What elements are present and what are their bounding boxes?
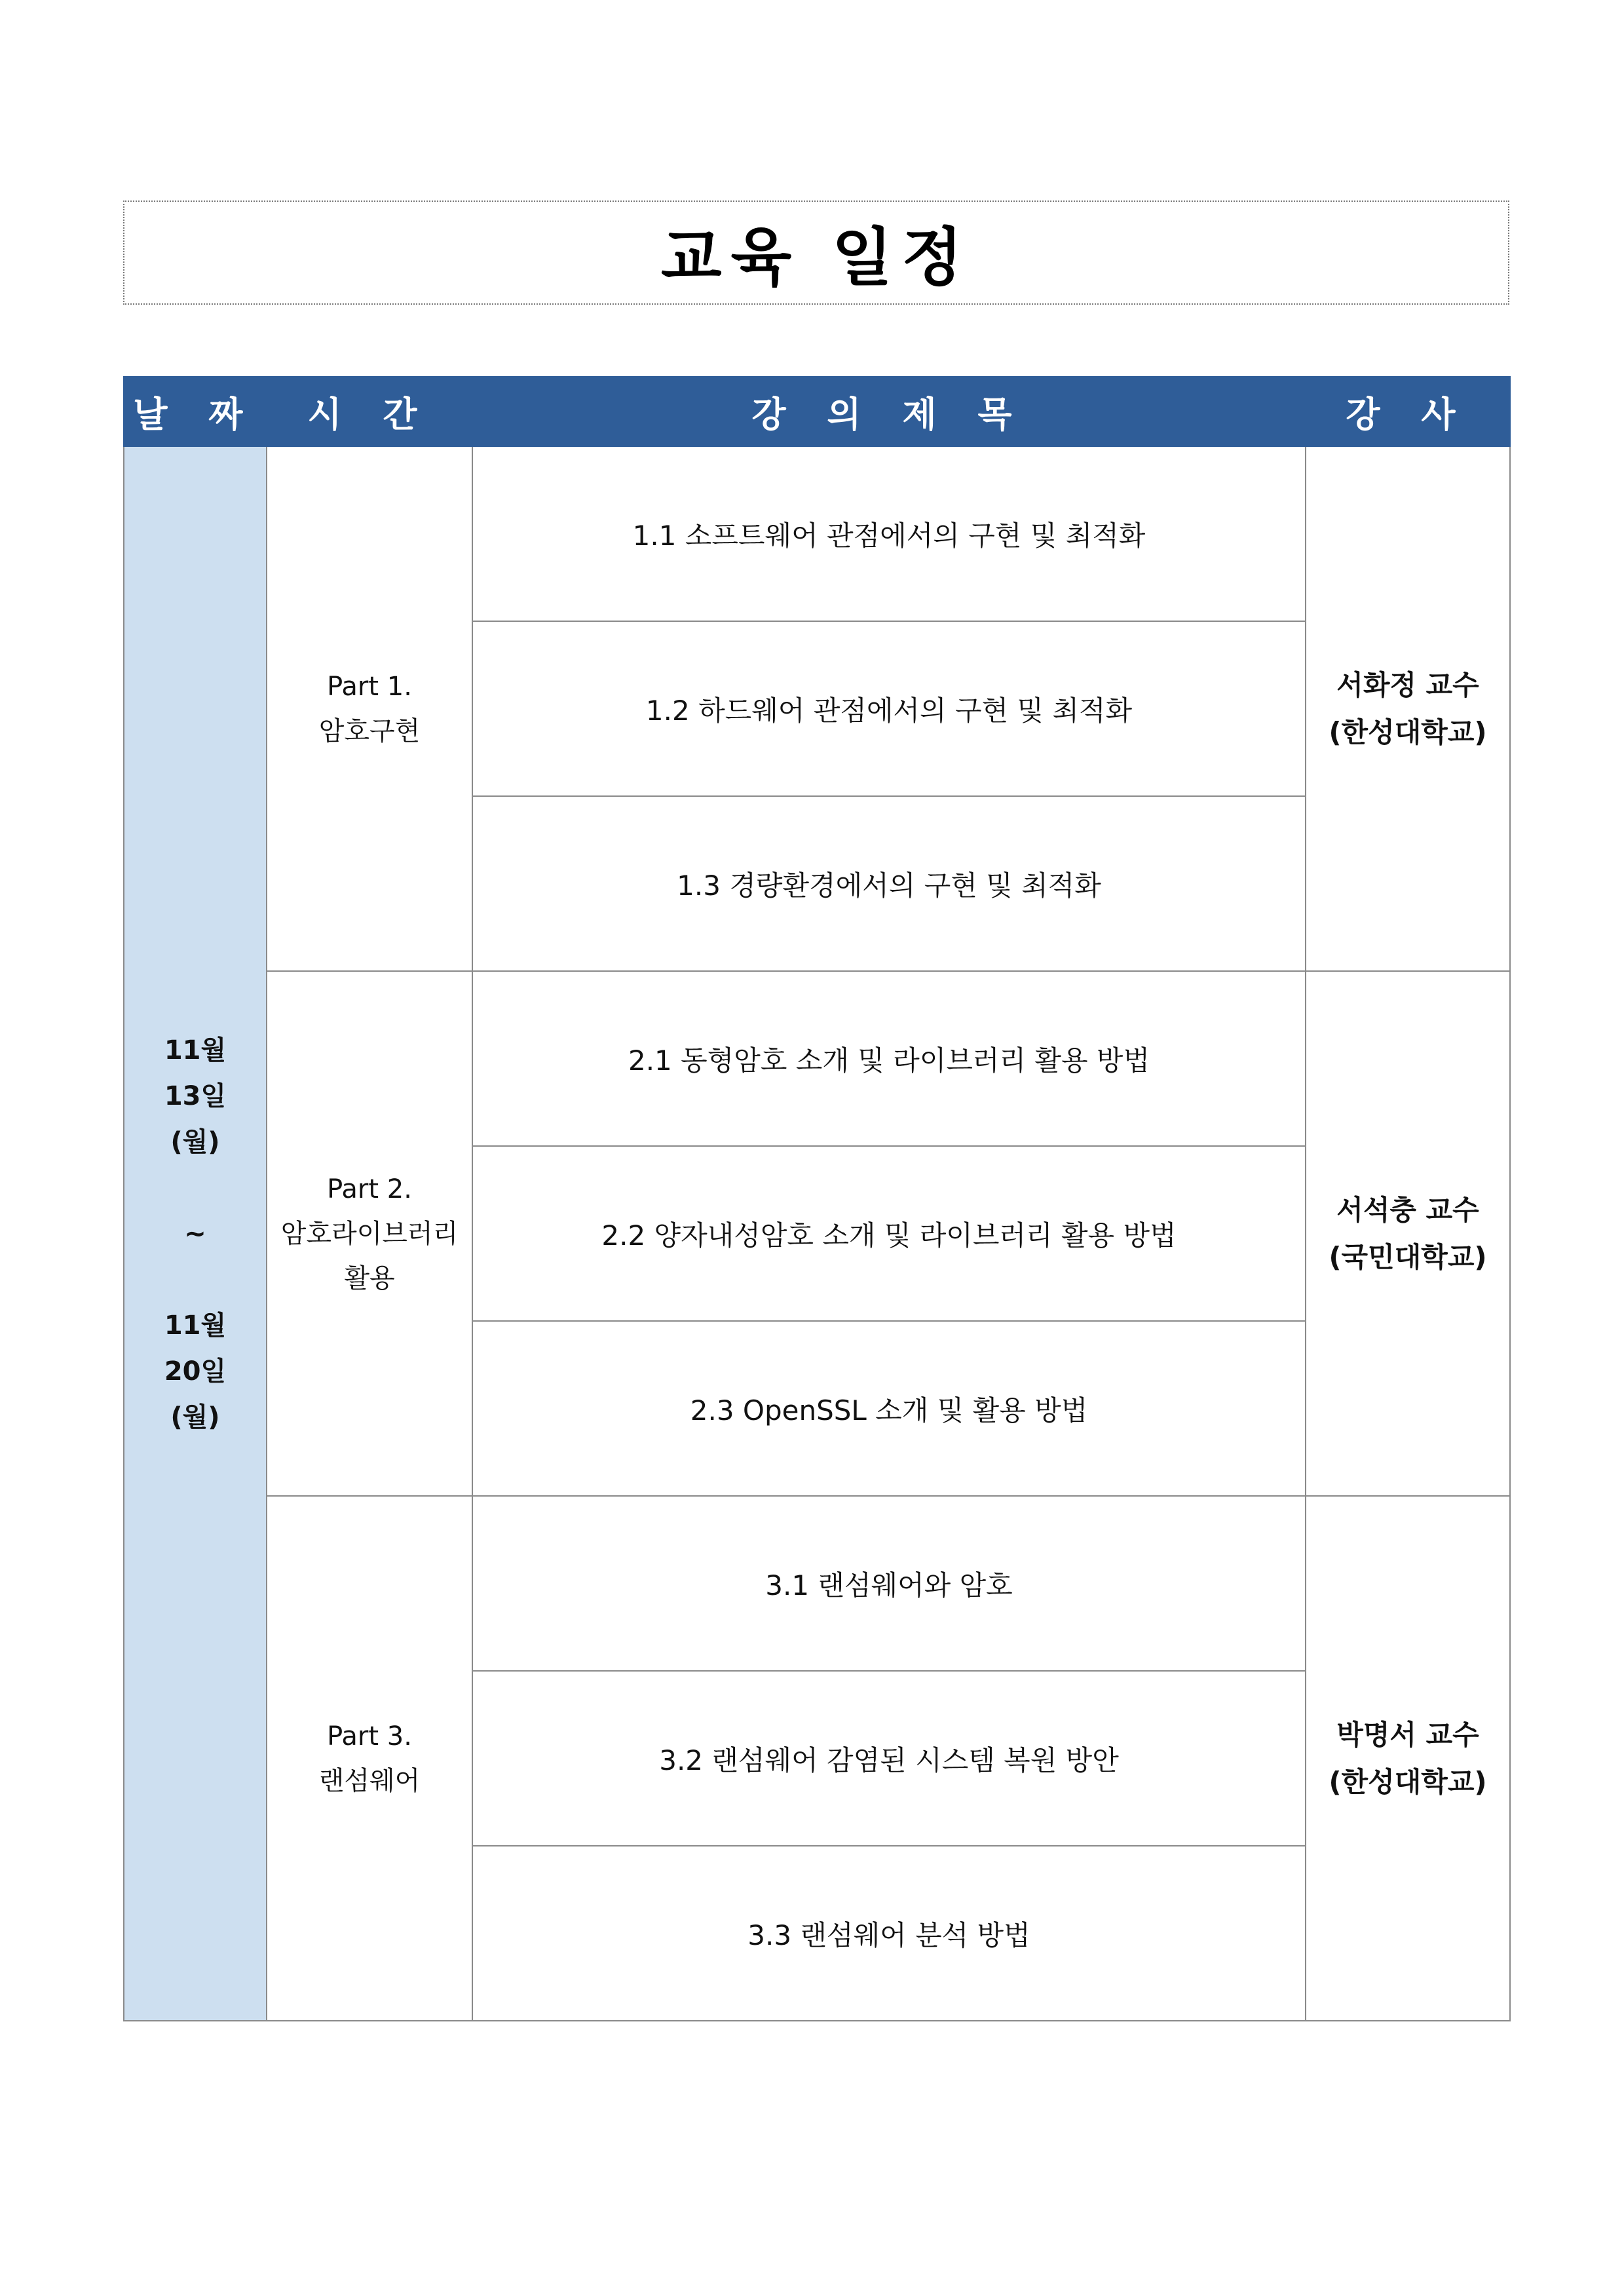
part-3-name: 랜섬웨어 — [318, 1765, 421, 1796]
lecture-2-3: 2.3 OpenSSL 소개 및 활용 방법 — [472, 1321, 1306, 1496]
lecture-2-1: 2.1 동형암호 소개 및 라이브러리 활용 방법 — [472, 971, 1306, 1146]
part-1-number: Part 1. — [327, 671, 412, 702]
lecturer-2-affiliation: (국민대학교) — [1329, 1240, 1487, 1273]
date-separator: ~ — [184, 1218, 206, 1249]
header-date: 날 짜 — [124, 377, 267, 446]
header-row — [124, 377, 1510, 446]
lecture-1-3: 1.3 경량환경에서의 구현 및 최적화 — [472, 796, 1306, 971]
part-2-cell — [267, 971, 472, 1496]
lecture-3-2: 3.2 랜섬웨어 감염된 시스템 복원 방안 — [472, 1671, 1306, 1846]
date-start-month: 11월 — [164, 1035, 227, 1065]
header-lecturer: 강 사 — [1306, 377, 1510, 446]
lecture-3-1: 3.1 랜섬웨어와 암호 — [472, 1496, 1306, 1671]
lecture-1-1: 1.1 소프트웨어 관점에서의 구현 및 최적화 — [472, 446, 1306, 621]
date-end-month: 11월 — [164, 1310, 227, 1341]
lecturer-3-name: 박명서 교수 — [1336, 1718, 1479, 1751]
lecturer-2-cell — [1306, 971, 1510, 1496]
part-1-cell — [267, 446, 472, 971]
date-end-weekday: (월) — [170, 1402, 220, 1432]
part-3-cell — [267, 1496, 472, 2021]
date-end-day: 20일 — [164, 1356, 227, 1387]
lecturer-3-cell — [1306, 1496, 1510, 2021]
date-cell — [124, 446, 267, 2021]
lecture-1-2: 1.2 하드웨어 관점에서의 구현 및 최적화 — [472, 621, 1306, 796]
lecture-2-2: 2.2 양자내성암호 소개 및 라이브러리 활용 방법 — [472, 1146, 1306, 1321]
schedule-table — [123, 376, 1511, 2021]
part-1-name: 암호구현 — [318, 716, 421, 746]
table-row — [124, 1496, 1510, 1671]
part-2-number: Part 2. — [327, 1174, 412, 1204]
part-2-name: 암호라이브러리 — [280, 1218, 459, 1249]
lecturer-1-cell — [1306, 446, 1510, 971]
header-lecture-title: 강 의 제 목 — [472, 377, 1306, 446]
table-row — [124, 971, 1510, 1146]
date-start-weekday: (월) — [170, 1126, 220, 1157]
page-title: 교육 일정 — [660, 221, 972, 294]
lecture-3-3: 3.3 랜섬웨어 분석 방법 — [472, 1846, 1306, 2021]
title-box — [123, 201, 1509, 305]
lecturer-1-name: 서화정 교수 — [1336, 668, 1479, 701]
lecturer-2-name: 서석충 교수 — [1336, 1193, 1479, 1226]
part-3-number: Part 3. — [327, 1721, 412, 1751]
header-time: 시 간 — [267, 377, 472, 446]
part-2-name-cont: 활용 — [344, 1263, 395, 1293]
date-start-day: 13일 — [164, 1081, 227, 1111]
lecturer-1-affiliation: (한성대학교) — [1329, 716, 1487, 748]
table-row — [124, 446, 1510, 621]
lecturer-3-affiliation: (한성대학교) — [1329, 1765, 1487, 1798]
